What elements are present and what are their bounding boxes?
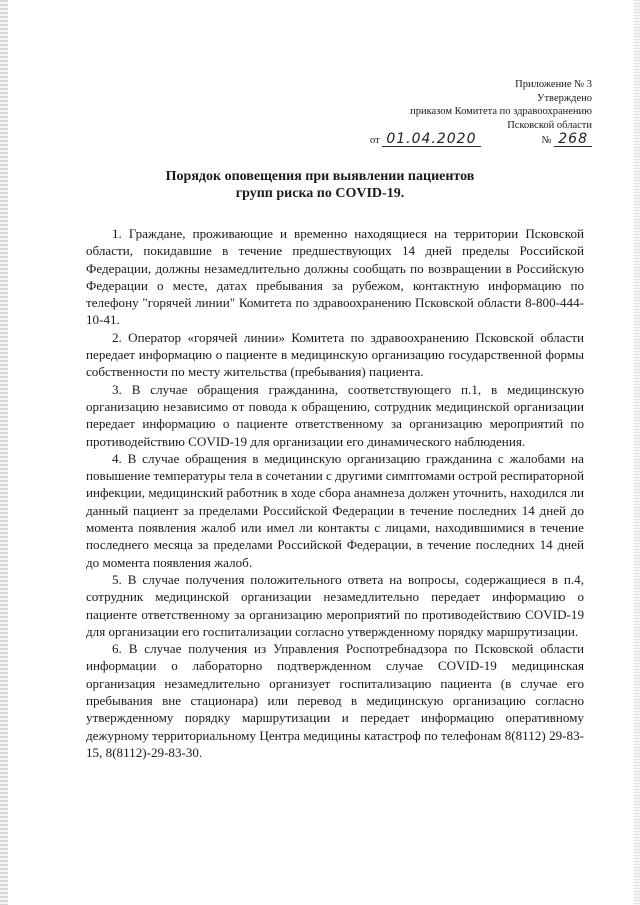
region-label: Псковской области <box>507 119 592 131</box>
approved-label: Утверждено <box>537 92 592 104</box>
number-prefix: № <box>541 135 552 146</box>
paragraph-2: 2. Оператор «горячей линии» Комитета по здравоохранению Псковской области передает информацию о пациенте в медицинскую организацию государственной формы собственности по месту жительства (пребывания) пациента. <box>86 329 584 380</box>
document-body <box>86 225 584 761</box>
paragraph-6: 6. В случае получения из Управления Роспотребнадзора по Псковской области информации о лабораторно подтвержденном случае COVID-19 медицинская организация незамедлительно организует госпитализацию пациента (в случае его пребывания вне стационара) или перевод в медицинскую организацию согласно утвержденному порядку маршрутизации и передает информацию оперативному дежурному территориальному Центра медицины катастроф по телефонам 8(8112) 29-83-15, 8(8112)-29-83-30. <box>86 641 584 760</box>
document-title <box>0 168 640 202</box>
paragraph-5: 5. В случае получения положительного ответа на вопросы, содержащиеся в п.4, сотрудник медицинской организации незамедлительно передает информацию о пациенте ответственному за организацию мероприятий по противодействию COVID-19 для организации его госпитализации согласно утвержденному порядку маршрутизации. <box>86 571 584 639</box>
order-number-handwritten: 268 <box>554 132 592 147</box>
order-by-label: приказом Комитета по здравоохранению <box>410 106 592 117</box>
paragraph-4: 4. В случае обращения в медицинскую организацию гражданина с жалобами на повышение температуры тела в сочетании с другими симптомами острой респираторной инфекции, медицинский работник в ходе сбора анамнеза должен уточнить, находился ли данный пациент за пределами Российской Федерации в течение последних 14 дней до момента появления жалоб или имел ли контакты с лицами, находившимися в течение последнего месяца за пределами Российской Федерации, в течение последних 14 дней до момента появления жалоб. <box>86 450 584 570</box>
order-date-group <box>370 132 481 148</box>
scan-edge-right <box>634 0 640 905</box>
title-line-1: Порядок оповещения при выявлении пациентов <box>165 169 475 184</box>
title-line-2: групп риска по COVID-19. <box>235 186 405 201</box>
scan-edge-left <box>0 0 8 905</box>
order-date-number-line <box>370 132 592 148</box>
order-date-handwritten: 01.04.2020 <box>382 132 480 147</box>
order-number-group <box>542 132 592 148</box>
date-prefix: от <box>370 135 380 146</box>
paragraph-3: 3. В случае обращения гражданина, соответствующего п.1, в медицинскую организацию независимо от повода к обращению, сотрудник медицинской организации передает информацию о пациенте ответственному за организацию мероприятий по противодействию COVID-19 для организации его динамического наблюдения. <box>86 381 584 449</box>
appendix-label: Приложение № 3 <box>515 79 592 90</box>
approval-header <box>370 78 592 148</box>
paragraph-1: 1. Граждане, проживающие и временно находящиеся на территории Псковской области, покидавшие в течение предшествующих 14 дней пределы Российской Федерации, должны незамедлительно должны сообщать по возвращении в Российскую Федерации о месте, датах пребывания за рубежом, контактную информацию по телефону "горячей линии" Комитета по здравоохранению Псковской области 8-800-444-10-41. <box>86 226 584 328</box>
